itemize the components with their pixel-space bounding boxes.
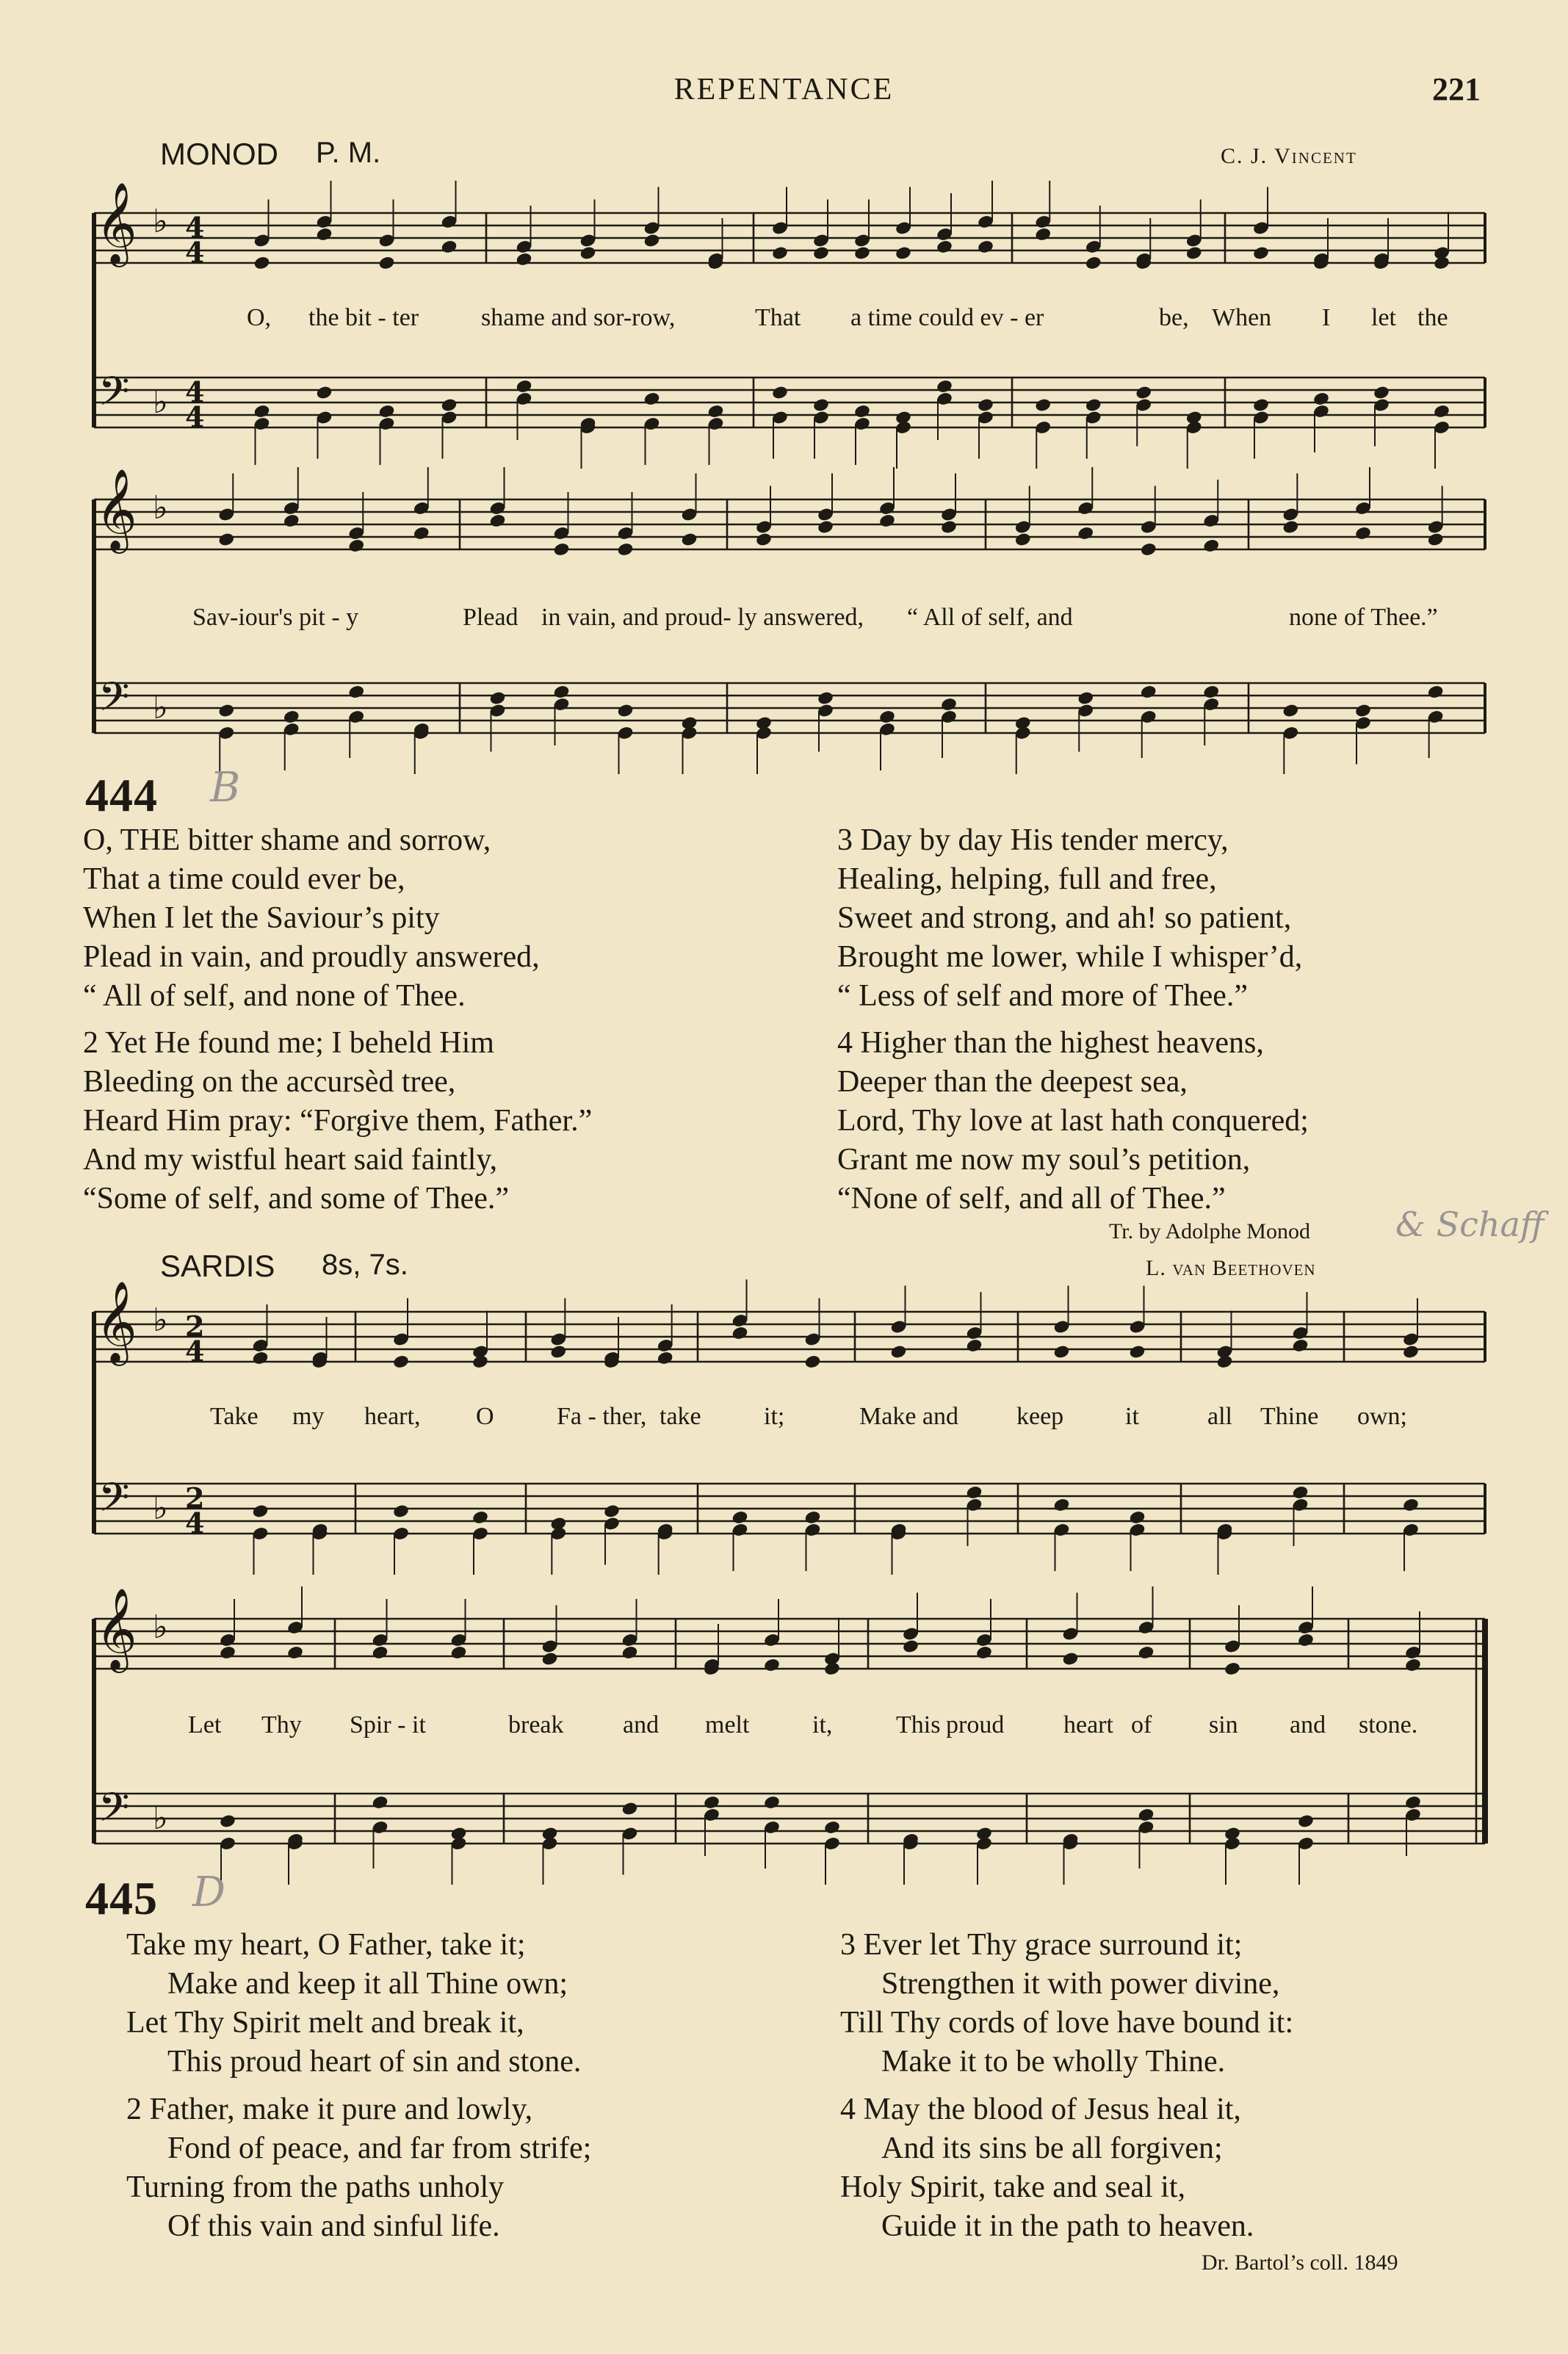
note-head [657,1351,674,1366]
source-credit: Dr. Bartol’s coll. 1849 [1202,2250,1398,2275]
note-head [1202,685,1220,700]
stanza-line [83,1102,592,1141]
stanza-text: Till Thy cords of love have bound it: [840,2006,1294,2040]
stanza-line [840,2207,1254,2246]
note-head [966,1338,983,1354]
note-head [1292,1485,1309,1501]
stanza-line [837,1063,1309,1102]
lyric-syllable: heart, [364,1403,421,1430]
flat-icon: ♭ [153,383,168,421]
composer-beethoven: L. van Beethoven [1146,1256,1316,1280]
stanza-text: Holy Spirit, take and seal it, [840,2170,1186,2204]
lyric-syllable: Thy [261,1711,302,1739]
note-head [823,1661,841,1677]
note-head [755,532,773,547]
stanza-line [126,2043,581,2082]
note-head [890,1344,908,1360]
lyric-syllable: it; [764,1403,785,1430]
lyric-syllable: the [1417,304,1448,331]
note-head [1185,245,1203,261]
note-head [1373,385,1390,400]
bass-clef-icon: 𝄢 [98,368,130,425]
stanza-444-4 [837,1024,1309,1218]
stanza-line [126,1926,581,1965]
stanza-text: Healing, helping, full and free, [837,862,1217,896]
stanza-line [126,2207,591,2246]
stanza-text: Turning from the paths unholy [126,2170,505,2204]
note-head [553,685,571,700]
note-head [219,1645,236,1661]
stanza-line [126,1965,581,2004]
stanza-line [83,899,540,938]
stanza-text: Of this vain and sinful life. [167,2209,500,2243]
stanza-line [126,2090,591,2129]
tune-name-monod: MONOD [160,137,278,171]
note-head [1034,397,1052,413]
note-head [1297,1633,1315,1648]
flat-icon: ♭ [153,1490,168,1527]
note-head [763,1795,781,1810]
stanza-line [126,2168,591,2207]
note-head [703,1795,720,1810]
stanza-line [83,821,540,860]
stanza-text: “None of self, and all of Thee.” [837,1182,1226,1216]
note-head [966,1485,983,1501]
note-head [549,1344,567,1360]
note-head [1138,1645,1155,1661]
note-head [1282,519,1299,535]
note-head [253,404,271,419]
treble-clef-icon: 𝄞 [95,1280,137,1362]
note-head [771,385,789,400]
note-head [621,1801,639,1816]
note-head [441,397,458,413]
stanza-text: Make and keep it all Thine own; [167,1967,568,2001]
lyric-syllable: all [1207,1403,1232,1430]
stanza-line [840,2043,1293,2082]
note-head [936,379,953,394]
lyric-syllable: and [1290,1711,1326,1739]
stanza-text: This proud heart of sin and stone. [167,2045,582,2079]
stanza-line [840,2004,1293,2043]
note-head [441,239,458,255]
time-signature-bottom: 4 [185,1335,205,1368]
stanza-line [83,1180,592,1218]
stanza-text: And its sins be all forgiven; [881,2131,1223,2165]
note-head [812,397,830,413]
note-head [1129,1510,1146,1526]
note-head [316,227,333,242]
note-head [1014,532,1032,547]
lyric-syllable: proud [946,1711,1005,1739]
note-head [681,532,698,547]
lyric-syllable: my [292,1403,325,1430]
note-head [804,1510,822,1526]
flat-icon: ♭ [153,1609,168,1646]
stanza-445-4 [840,2090,1254,2246]
stanza-line [837,938,1302,977]
lyric-syllable: of [1131,1711,1152,1739]
note-head [541,1651,559,1667]
lyric-syllable: take [660,1403,701,1430]
note-head [617,703,635,718]
lyric-syllable: none [1289,604,1338,631]
note-head [707,404,725,419]
lyric-syllable: the bit - ter [308,304,419,331]
stanza-line [837,899,1302,938]
stanza-line [126,2129,591,2168]
stanza-line [840,2090,1254,2129]
note-head [253,256,271,271]
note-head [1312,391,1330,407]
lyric-syllable: I [1322,304,1331,331]
note-head [392,1503,410,1519]
lyric-syllable: O, [247,304,272,331]
note-head [1140,685,1157,700]
lyric-syllable: Make and [859,1403,959,1430]
note-head [217,532,235,547]
note-head [621,1645,639,1661]
note-head [283,710,300,725]
note-head [1135,385,1152,400]
lyric-syllable: melt [705,1711,750,1739]
note-head [643,233,661,248]
stanza-444-1 [83,821,540,1016]
stanza-text: And my wistful heart said faintly, [83,1143,498,1177]
note-head [217,703,235,718]
lyric-syllable: “ All of self, and [907,604,1073,631]
stanza-444-3 [837,821,1302,1016]
note-head [878,710,896,725]
lyric-syllable: keep [1016,1403,1064,1430]
note-head [286,1645,304,1661]
stanza-text: When I let the Saviour’s pity [83,901,440,935]
stanza-text: Plead in vain, and proudly answered, [83,940,540,974]
translator-credit: Tr. by Adolphe Monod [1109,1219,1310,1243]
lyric-syllable: This [896,1711,941,1739]
flat-icon: ♭ [153,489,168,527]
stanza-line [837,821,1302,860]
time-signature-bottom: 4 [185,400,205,433]
stanza-text: Guide it in the path to heaven. [881,2209,1254,2243]
stanza-text: 2 Father, make it pure and lowly, [126,2093,533,2126]
stanza-line [83,1063,592,1102]
note-head [1053,1344,1071,1360]
lyric-syllable: Plead [463,604,519,631]
note-head [902,1639,920,1654]
note-head [975,1645,993,1661]
note-head [1402,1344,1420,1360]
stanza-text: Take my heart, O Father, take it; [126,1928,526,1962]
note-head [378,256,396,271]
note-head [977,397,994,413]
lyric-syllable: heart [1063,1711,1113,1739]
time-signature-top: 2 [185,1310,205,1343]
note-head [603,1503,621,1519]
note-head [1138,1808,1155,1823]
lyric-syllable: and [623,1711,660,1739]
stanza-444-2 [83,1024,592,1218]
note-head [516,252,533,267]
note-head [1427,685,1445,700]
note-head [817,519,834,535]
lyric-syllable: a time could ev - er [850,304,1044,331]
stanza-text: Deeper than the deepest sea, [837,1065,1188,1099]
note-head [1252,397,1270,413]
note-head [489,690,507,706]
note-head [940,519,958,535]
stanza-text: 4 Higher than the highest heavens, [837,1026,1264,1060]
stanza-text: Sweet and strong, and ah! so patient, [837,901,1292,935]
time-signature-top: 4 [185,211,205,244]
handwritten-mark-445: D [192,1869,225,1916]
note-head [878,513,896,529]
note-head [1216,1354,1234,1370]
lyric-syllable: sin [1209,1711,1238,1739]
stanza-text: 3 Day by day His tender mercy, [837,823,1229,857]
note-head [804,1354,822,1370]
note-head [1077,690,1094,706]
stanza-line [83,938,540,977]
stanza-text: O, THE bitter shame and sorrow, [83,823,491,857]
note-head [347,538,365,554]
note-head [771,245,789,261]
note-head [472,1510,489,1526]
stanza-text: Brought me lower, while I whisper’d, [837,940,1303,974]
stanza-445-2 [126,2090,591,2246]
note-head [812,245,830,261]
note-head [252,1503,270,1519]
lyric-syllable: Spir - it [350,1711,426,1739]
stanza-line [83,1141,592,1180]
note-head [413,526,430,541]
bass-clef-icon: 𝄢 [98,1784,130,1841]
note-head [372,1645,389,1661]
stanza-line [126,2004,581,2043]
note-head [731,1510,749,1526]
note-head [1077,526,1094,541]
flat-icon: ♭ [153,1799,168,1837]
bass-clef-icon: 𝄢 [98,674,130,730]
stanza-line [840,2129,1254,2168]
time-signature-top: 2 [185,1481,205,1514]
note-head [1034,227,1052,242]
bass-clef-icon: 𝄢 [98,1474,130,1531]
note-head [392,1354,410,1370]
time-signature-top: 4 [185,375,205,408]
stanza-line [837,1141,1309,1180]
stanza-text: Let Thy Spirit melt and break it, [126,2006,524,2040]
note-head [853,245,871,261]
handwritten-translator-note: & Schaff [1395,1205,1544,1244]
time-signature-bottom: 4 [185,236,205,269]
lyric-syllable: let [1371,304,1396,331]
note-head [1085,256,1102,271]
note-head [579,245,597,261]
note-head [516,379,533,394]
note-head [378,404,396,419]
note-head [1427,532,1445,547]
lyric-syllable: of Thee.” [1344,604,1438,631]
lyric-syllable: stone. [1359,1711,1418,1739]
handwritten-mark-444: B [210,764,241,812]
note-head [763,1658,781,1673]
stanza-text: Heard Him pray: “Forgive them, Father.” [83,1104,593,1138]
lyric-syllable: Fa - ther, [557,1403,647,1430]
note-head [1404,1658,1422,1673]
note-head [1062,1651,1080,1667]
lyric-syllable: break [508,1711,564,1739]
note-head [977,239,994,255]
note-head [252,1351,270,1366]
stanza-text: Bleeding on the accursèd tree, [83,1065,456,1099]
stanza-text: 3 Ever let Thy grace surround it; [840,1928,1243,1962]
hymn-number-444: 444 [85,769,158,821]
flat-icon: ♭ [153,1301,168,1339]
note-head [219,1813,236,1829]
note-head [1129,1344,1146,1360]
stanza-text: “ All of self, and none of Thee. [83,979,466,1013]
note-head [347,685,365,700]
note-head [1292,1338,1309,1354]
stanza-line [840,1926,1293,1965]
lyric-syllable: When [1212,304,1272,331]
note-head [895,245,912,261]
stanza-line [83,860,540,899]
lyric-syllable: it, [812,1711,833,1739]
note-head [731,1326,749,1341]
tune-meter-sardis: 8s, 7s. [322,1249,408,1281]
note-head [1053,1498,1071,1513]
note-head [936,239,953,255]
stanza-445-3 [840,1926,1293,2082]
lyric-syllable: That [755,304,801,331]
note-head [372,1795,389,1810]
lyric-syllable: it [1125,1403,1139,1430]
note-head [1252,245,1270,261]
note-head [283,513,300,529]
flat-icon: ♭ [153,203,168,240]
stanza-line [840,2168,1254,2207]
stanza-text: That a time could ever be, [83,862,405,896]
running-head: REPENTANCE [673,73,895,106]
note-head [817,690,834,706]
note-head [1404,1795,1422,1810]
note-head [1202,538,1220,554]
note-head [1433,404,1450,419]
tune-name-sardis: SARDIS [160,1249,275,1283]
treble-clef-icon: 𝄞 [95,1587,137,1669]
stanza-line [837,1024,1309,1063]
stanza-text: 4 May the blood of Jesus heal it, [840,2093,1241,2126]
treble-clef-icon: 𝄞 [95,468,137,550]
stanza-text: “ Less of self and more of Thee.” [837,979,1249,1013]
stanza-line [837,1180,1309,1218]
note-head [1354,526,1372,541]
note-head [643,391,661,407]
stanza-line [83,1024,592,1063]
note-head [450,1645,468,1661]
note-head [853,404,871,419]
note-head [1354,703,1372,718]
lyric-syllable: shame and sor-row, [481,304,676,331]
composer-vincent: C. J. Vincent [1221,144,1357,168]
lyric-syllable: Thine [1260,1403,1319,1430]
stanza-line [840,1965,1293,2004]
page-number: 221 [1432,71,1481,107]
stanza-line [837,1102,1309,1141]
stanza-text: “Some of self, and some of Thee.” [83,1182,510,1216]
note-head [1402,1498,1420,1513]
treble-clef-icon: 𝄞 [95,181,137,264]
stanza-text: Strengthen it with power divine, [881,1967,1280,2001]
lyric-syllable: in vain, and proud- ly answered, [541,604,864,631]
lyric-syllable: Sav-iour's pit - y [192,604,359,631]
stanza-text: Grant me now my soul’s petition, [837,1143,1251,1177]
note-head [617,542,635,557]
stanza-line [83,977,540,1016]
stanza-text: 2 Yet He found me; I beheld Him [83,1026,494,1060]
note-head [1085,397,1102,413]
stanza-445-1 [126,1926,581,2082]
note-head [1433,256,1450,271]
lyric-syllable: own; [1357,1403,1407,1430]
note-head [1282,703,1299,718]
note-head [553,542,571,557]
lyric-syllable: be, [1159,304,1189,331]
hymn-number-445: 445 [85,1872,158,1924]
note-head [823,1820,841,1835]
stanza-line [837,860,1302,899]
flat-icon: ♭ [153,689,168,726]
stanza-text: Lord, Thy love at last hath conquered; [837,1104,1309,1138]
note-head [472,1354,489,1370]
note-head [316,385,333,400]
stanza-line [837,977,1302,1016]
tune-meter-monod: P. M. [316,137,381,169]
note-head [489,513,507,529]
note-head [1224,1661,1241,1677]
lyric-syllable: Take [210,1403,259,1430]
stanza-text: Fond of peace, and far from strife; [167,2131,592,2165]
note-head [1297,1813,1315,1829]
lyric-syllable: O [476,1403,494,1430]
lyric-syllable: Let [188,1711,222,1739]
note-head [1140,542,1157,557]
time-signature-bottom: 4 [185,1506,205,1539]
stanza-text: Make it to be wholly Thine. [881,2045,1226,2079]
note-head [940,697,958,712]
